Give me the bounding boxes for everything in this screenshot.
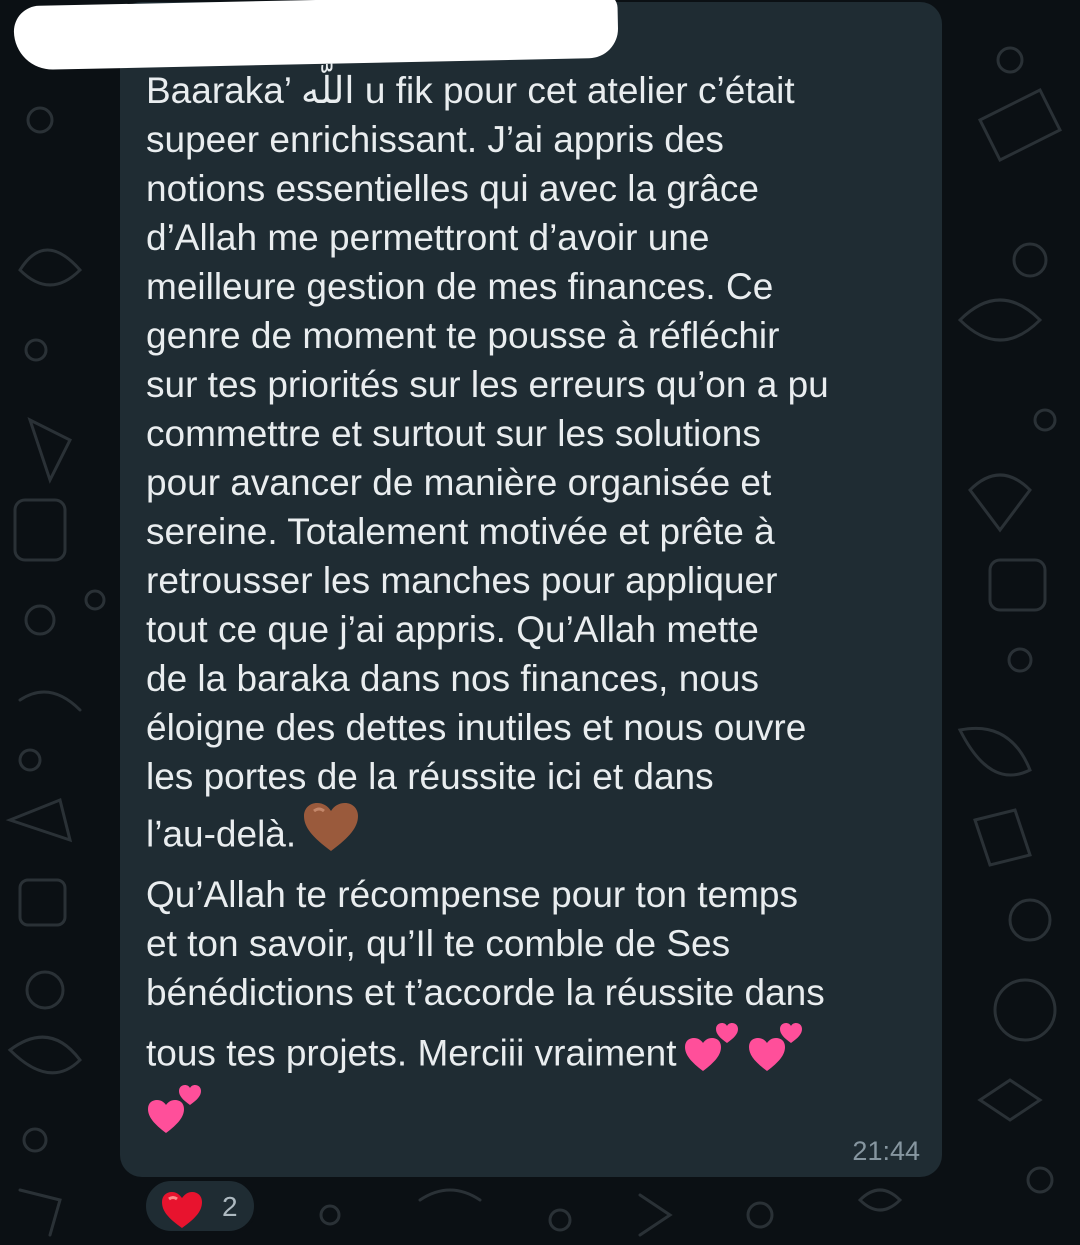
message-line-with-emoji [146,801,936,863]
message-line: supeer enrichissant. J’ai appris des [146,119,724,160]
message-line: meilleure gestion de mes finances. Ce [146,266,774,307]
message-line: Qu’Allah te récompense pour ton temps [146,874,798,915]
reaction-pill[interactable] [143,1178,257,1234]
message-line: Baaraka’ اللّه u fik pour cet atelier c’était [146,70,795,111]
reaction-count: 2 [222,1191,238,1222]
message-line: d’Allah me permettront d’avoir une [146,217,710,258]
message-line: pour avancer de manière organisée et [146,462,772,503]
message-line: sur tes priorités sur les erreurs qu’on a pu [146,364,829,405]
message-line: et ton savoir, qu’Il te comble de Ses [146,923,731,964]
message-line: commettre et surtout sur les solutions [146,413,761,454]
message-line-with-emoji [146,1017,936,1079]
message-text [146,66,936,1141]
two-hearts-icon [146,1079,204,1156]
message-line: de la baraka dans nos finances, nous [146,658,759,699]
message-line: tous tes projets. Merciii vraiment [146,1032,677,1074]
message-line: genre de moment te pousse à réfléchir [146,315,780,356]
message-line: notions essentielles qui avec la grâce [146,168,759,209]
message-line: les portes de la réussite ici et dans [146,756,714,797]
red-heart-icon [160,1191,204,1234]
message-line: bénédictions et t’accorde la réussite dans [146,972,825,1013]
brown-heart-icon [302,801,360,872]
message-timestamp: 21:44 [852,1136,920,1166]
message-line: éloigne des dettes inutiles et nous ouvre [146,707,807,748]
message-line: l’au-delà. [146,813,297,855]
message-line: sereine. Totalement motivée et prête à [146,511,775,552]
message-line: tout ce que j’ai appris. Qu’Allah mette [146,609,759,650]
two-hearts-icon [683,1017,741,1094]
message-line: retrousser les manches pour appliquer [146,560,778,601]
two-hearts-icon [747,1017,805,1094]
message-line-emoji-only [146,1079,936,1141]
